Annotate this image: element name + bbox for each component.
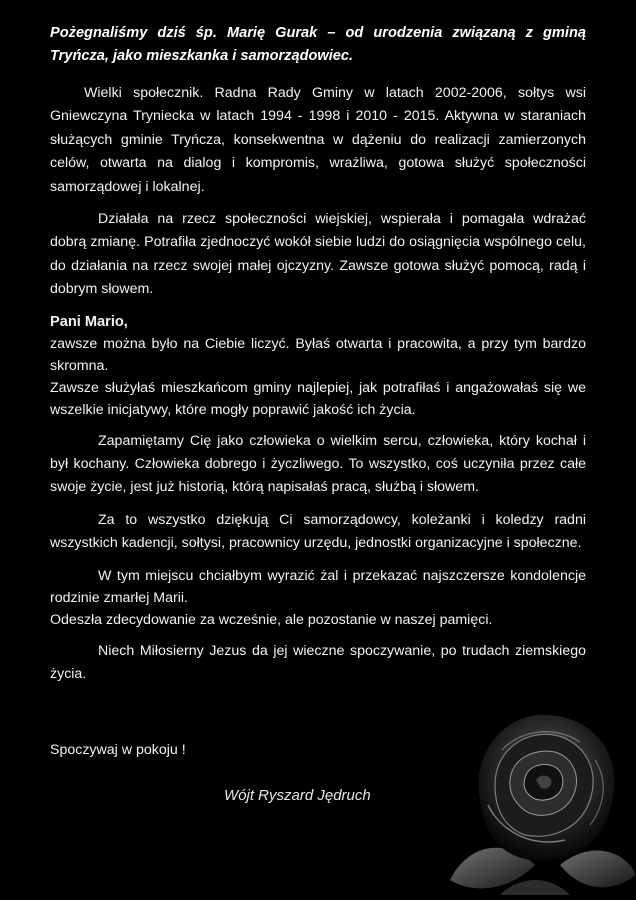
paragraph-service: Zawsze służyłaś mieszkańcom gminy najlepiej, jak potrafiłaś i angażowałaś się we wszelkie inicjatywy, które mogły poprawić jakość ich życia. <box>50 379 586 418</box>
signature: Wójt Ryszard Jędruch <box>224 787 371 804</box>
paragraph-biography: Wielki społecznik. Radna Rady Gminy w latach 2002-2006, sołtys wsi Gniewczyna Tryniecka w latach 1994 - 1998 i 2010 - 2015. Aktywna w staraniach służących gminie Tryńcza, konsekwentna w dążeniu do realizacji zamierzonych celów, otwarta na dialog i kompromis, wrażliwa, gotowa służyć społeczności samorządowej i lokalnej. <box>50 85 586 195</box>
letter-body <box>50 22 586 696</box>
headline: Pożegnaliśmy dziś śp. Marię Gurak – od urodzenia związaną z gminą Tryńcza, jako mieszkanka i samorządowiec. <box>50 25 586 64</box>
paragraph-thanks: Za to wszystko dziękują Ci samorządowcy, koleżanki i koledzy radni wszystkich kadencji, sołtysi, pracownicy urzędu, jednostki organizacyjne i społeczne. <box>50 511 586 552</box>
greeting: Pani Mario, <box>50 313 128 330</box>
black-rose-icon <box>440 690 636 900</box>
closing-line: Spoczywaj w pokoju ! <box>50 742 186 758</box>
paragraph-activity: Działała na rzecz społeczności wiejskiej, wspierała i pomagała wdrażać dobrą zmianę. Potrafiła zjednoczyć wokół siebie ludzi do osiągnięcia wspólnego celu, do działania na rzecz swojej małej ojczyzny. Zawsze gotowa służyć pomocą, radą i dobrym słowem. <box>50 211 586 298</box>
paragraph-reliable: zawsze można było na Ciebie liczyć. Byłaś otwarta i pracowita, a przy tym bardzo skromna. <box>50 335 586 374</box>
paragraph-condolences: W tym miejscu chciałbym wyrazić żal i przekazać najszczersze kondolencje rodzinie zmarłej Marii. <box>50 567 586 606</box>
paragraph-prayer: Niech Miłosierny Jezus da jej wieczne spoczywanie, po trudach ziemskiego życia. <box>50 642 586 683</box>
paragraph-memory: Zapamiętamy Cię jako człowieka o wielkim sercu, człowieka, który kochał i był kochany. Człowieka dobrego i życzliwego. To wszystko, coś uczyniła przez całe swoje życie, jest już historią, którą napisałaś pracą, służbą i słowem. <box>50 432 586 496</box>
paragraph-departed: Odeszła zdecydowanie za wcześnie, ale pozostanie w naszej pamięci. <box>50 611 493 628</box>
